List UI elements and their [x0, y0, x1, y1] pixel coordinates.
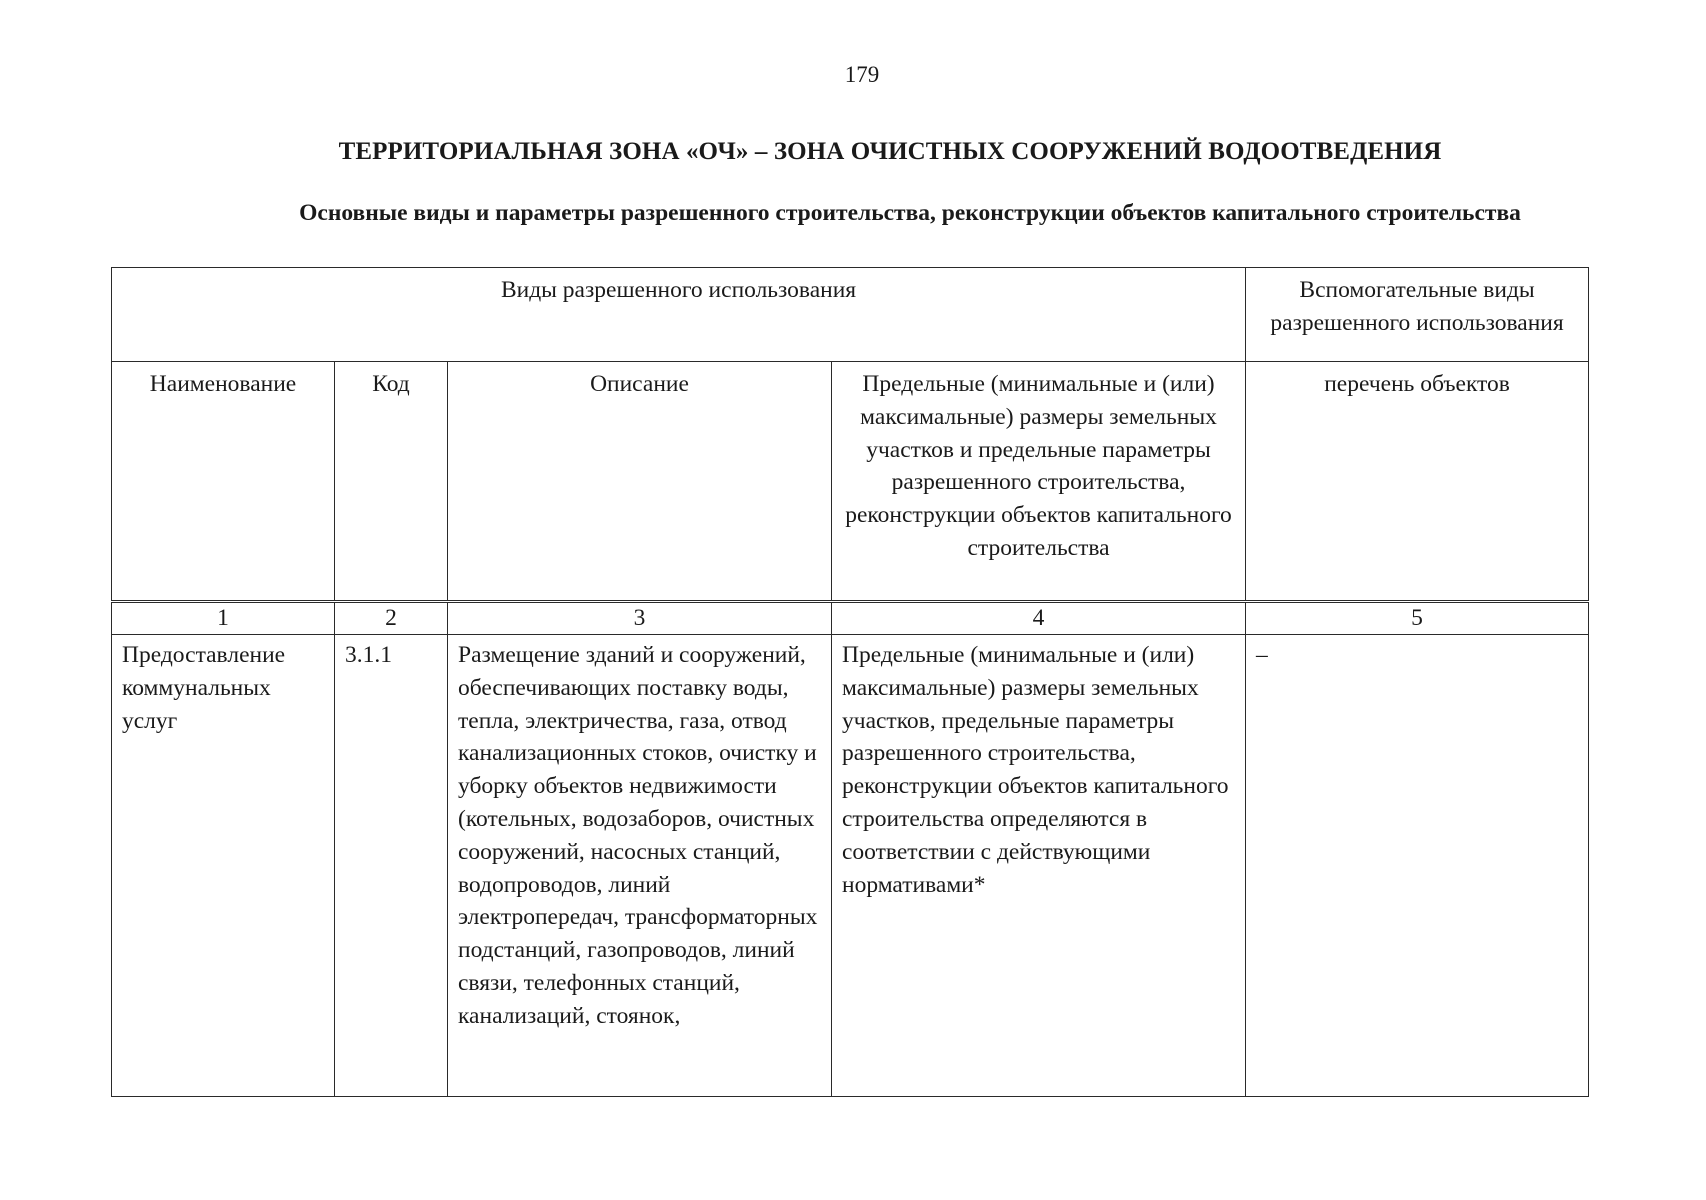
group-header-auxiliary: Вспомогательные виды разрешенного использования — [1246, 268, 1589, 362]
permitted-use-table — [111, 267, 1589, 1097]
column-header-limits: Предельные (минимальные и (или) максимальные) размеры земельных участков и предельные параметры разрешенного строительства, реконструкции объектов капитального строительства — [832, 362, 1246, 602]
column-header-name: Наименование — [112, 362, 335, 602]
cell-description: Размещение зданий и сооружений, обеспечивающих поставку воды, тепла, электричества, газа, отвод канализационных стоков, очистку и уборку объектов недвижимости (котельных, водозаборов, очистных сооружений, насосных станций, водопроводов, линий электропередач, трансформаторных подстанций, газопроводов, линий связи, телефонных станций, канализаций, стоянок, — [448, 635, 832, 1097]
cell-limits: Предельные (минимальные и (или) максимальные) размеры земельных участков, предельные параметры разрешенного строительства, реконструкции объектов капитального строительства определяются в соответствии с действующими нормативами* — [832, 635, 1246, 1097]
zone-title: ТЕРРИТОРИАЛЬНАЯ ЗОНА «ОЧ» – ЗОНА ОЧИСТНЫХ СООРУЖЕНИЙ ВОДООТВЕДЕНИЯ — [338, 138, 1442, 165]
column-header-row — [112, 362, 1589, 602]
column-number: 3 — [448, 602, 832, 635]
column-header-code: Код — [335, 362, 448, 602]
group-header-row — [112, 268, 1589, 362]
cell-objects: – — [1246, 635, 1589, 1097]
column-header-objects: перечень объектов — [1246, 362, 1589, 602]
column-number: 5 — [1246, 602, 1589, 635]
column-number: 4 — [832, 602, 1246, 635]
column-number: 1 — [112, 602, 335, 635]
cell-name: Предоставление коммунальных услуг — [112, 635, 335, 1097]
cell-code: 3.1.1 — [335, 635, 448, 1097]
column-number-row — [112, 602, 1589, 635]
column-number: 2 — [335, 602, 448, 635]
page-number: 179 — [844, 62, 880, 87]
table-row — [112, 635, 1589, 1097]
column-header-description: Описание — [448, 362, 832, 602]
group-header-main: Виды разрешенного использования — [112, 268, 1246, 362]
section-title: Основные виды и параметры разрешенного строительства, реконструкции объектов капитального строительства — [299, 200, 1521, 226]
